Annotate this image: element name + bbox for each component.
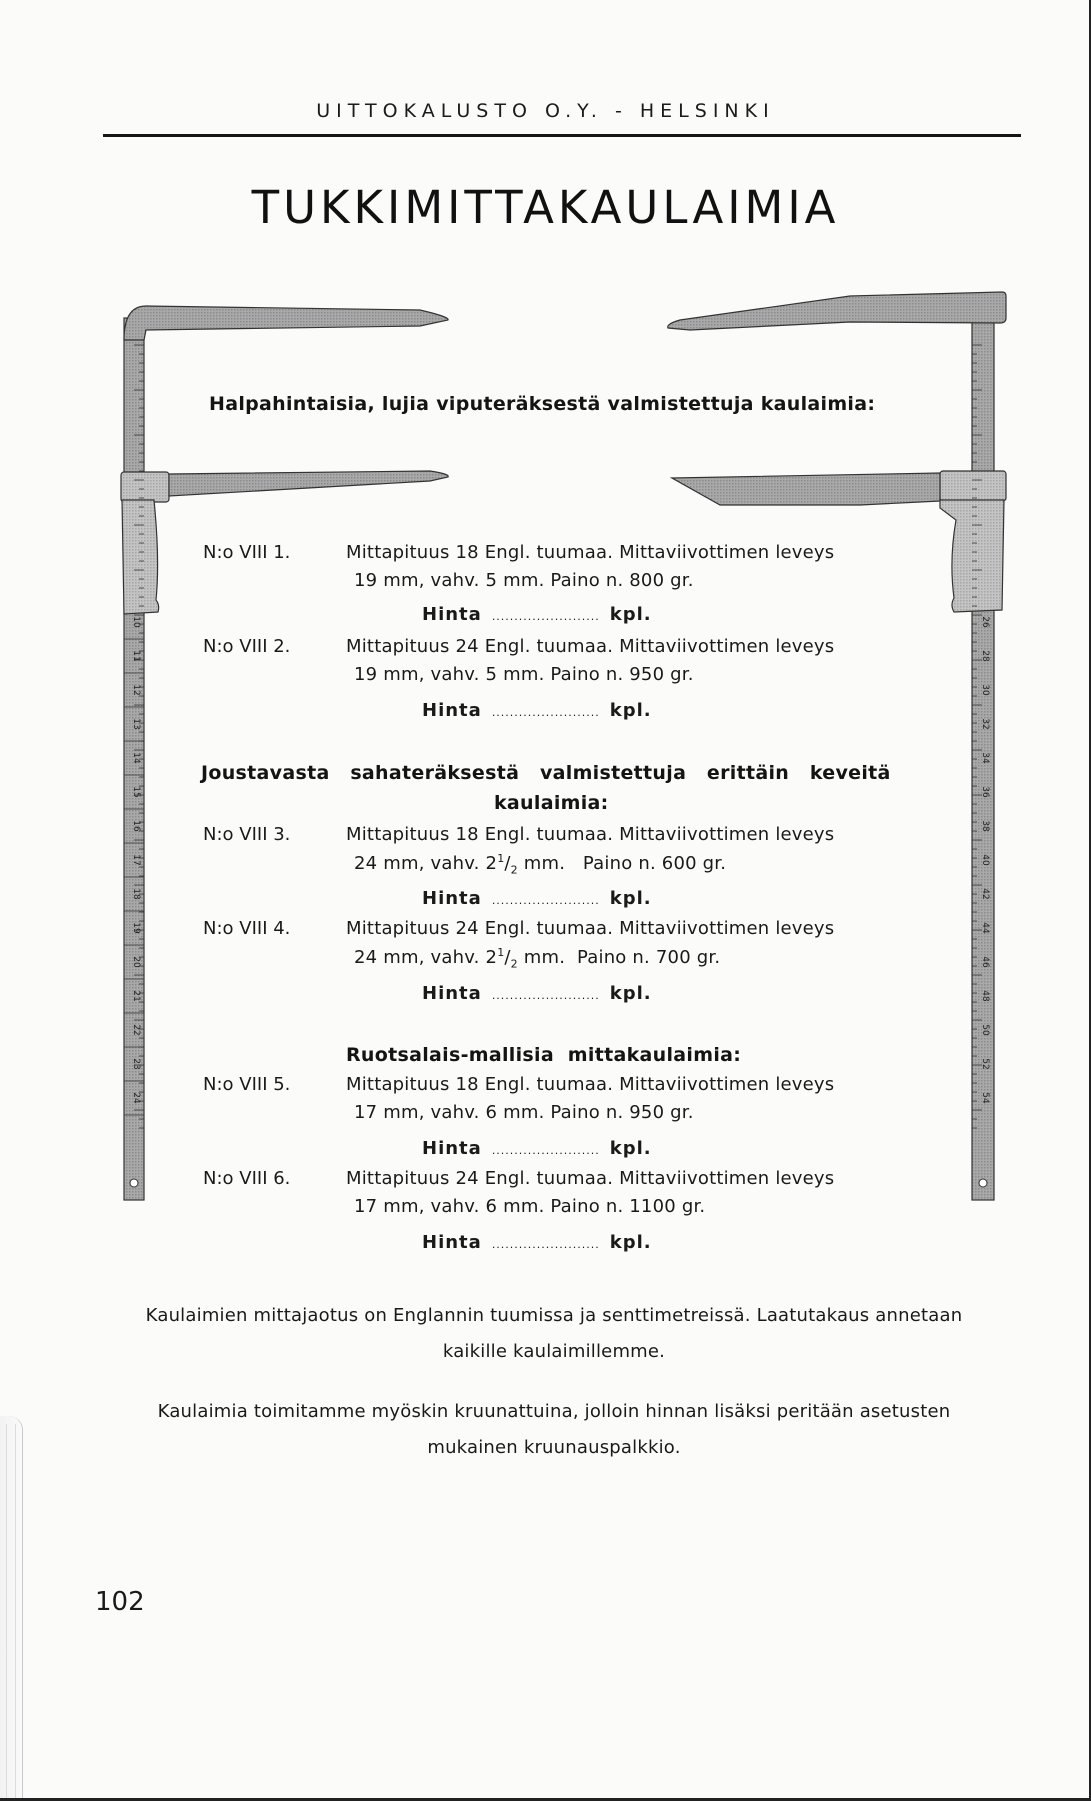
- price-unit: kpl.: [609, 1232, 652, 1253]
- scale-number: 23: [131, 1058, 141, 1070]
- fraction-denominator: 2: [510, 957, 518, 971]
- spec-text: mm. Paino n. 700 gr.: [517, 947, 721, 968]
- scale-number: 10: [131, 616, 141, 628]
- scale-number: 54: [980, 1092, 990, 1104]
- price-blank: ........................: [491, 706, 600, 719]
- scale-number: 34: [980, 752, 990, 764]
- scale-number: 42: [980, 888, 990, 900]
- section-heading-swedish-model: Ruotsalais-mallisia mittakaulaimia:: [346, 1044, 742, 1066]
- product-spec-line1: Mittapituus 24 Engl. tuumaa. Mittaviivottimen leveys: [346, 636, 835, 657]
- scale-number: 30: [980, 684, 990, 696]
- spec-text: 24 mm, vahv. 2: [354, 947, 498, 968]
- product-number: N:o VIII 4.: [203, 918, 291, 939]
- scale-number: 21: [131, 990, 141, 1002]
- product-spec-line2: 17 mm, vahv. 6 mm. Paino n. 950 gr.: [354, 1102, 694, 1123]
- scale-number: 11: [131, 650, 141, 662]
- page-title: TUKKIMITTAKAULAIMIA: [251, 181, 840, 234]
- price-blank: ........................: [491, 610, 600, 623]
- product-number: N:o VIII 1.: [203, 542, 291, 563]
- scale-number: 46: [980, 956, 990, 968]
- product-spec-line2: 19 mm, vahv. 5 mm. Paino n. 950 gr.: [354, 664, 694, 685]
- price-blank: ........................: [491, 894, 600, 907]
- product-spec-line1: Mittapituus 24 Engl. tuumaa. Mittaviivottimen leveys: [346, 1168, 835, 1189]
- scale-number: 17: [131, 854, 141, 866]
- section-heading-saw-steel-line2: kaulaimia:: [494, 792, 609, 814]
- note-line: kaikille kaulaimillemme.: [442, 1341, 666, 1362]
- price-line: [422, 888, 652, 909]
- product-number: N:o VIII 6.: [203, 1168, 291, 1189]
- price-line: [422, 604, 652, 625]
- price-line: [422, 700, 652, 721]
- price-blank: ........................: [491, 989, 600, 1002]
- note-measurement-units: [88, 1298, 1020, 1370]
- price-line: [422, 1232, 652, 1253]
- scale-number: 36: [980, 786, 990, 798]
- scale-number: 19: [131, 922, 141, 934]
- price-label: Hinta: [422, 1138, 482, 1159]
- scale-number: 38: [980, 820, 990, 832]
- product-spec-line1: Mittapituus 24 Engl. tuumaa. Mittaviivottimen leveys: [346, 918, 835, 939]
- price-label: Hinta: [422, 1232, 482, 1253]
- scale-number: 40: [980, 854, 990, 866]
- price-label: Hinta: [422, 888, 482, 909]
- product-spec-line1: Mittapituus 18 Engl. tuumaa. Mittaviivottimen leveys: [346, 824, 835, 845]
- spec-text: 24 mm, vahv. 2: [354, 853, 498, 874]
- scale-number: 15: [131, 786, 141, 798]
- fraction-denominator: 2: [510, 863, 518, 877]
- fraction-numerator: 1: [497, 946, 505, 959]
- note-crowning-fee: [88, 1394, 1020, 1466]
- section-heading-lever-steel: Halpahintaisia, lujia viputeräksestä valmistettuja kaulaimia:: [209, 393, 876, 415]
- product-spec-line2: 17 mm, vahv. 6 mm. Paino n. 1100 gr.: [354, 1196, 706, 1217]
- price-blank: ........................: [491, 1238, 600, 1251]
- product-spec-line2: 19 mm, vahv. 5 mm. Paino n. 800 gr.: [354, 570, 694, 591]
- scale-number: 44: [980, 922, 990, 934]
- scale-number: 32: [980, 718, 990, 730]
- product-number: N:o VIII 3.: [203, 824, 291, 845]
- scale-number: 24: [131, 1092, 141, 1104]
- product-spec-line2: 24 mm, vahv. $2^1/_2$ mm. Paino n. 600 gr.: [354, 852, 727, 877]
- scale-number: 50: [980, 1024, 990, 1036]
- price-unit: kpl.: [609, 1138, 652, 1159]
- section-heading-saw-steel: Joustavasta sahateräksestä valmistettuja erittäin keveitä: [201, 762, 891, 784]
- price-label: Hinta: [422, 983, 482, 1004]
- product-spec-line1: Mittapituus 18 Engl. tuumaa. Mittaviivottimen leveys: [346, 1074, 835, 1095]
- product-number: N:o VIII 5.: [203, 1074, 291, 1095]
- scale-number: 26: [980, 616, 990, 628]
- price-label: Hinta: [422, 700, 482, 721]
- scale-number: 12: [131, 684, 141, 696]
- scale-number: 14: [131, 752, 141, 764]
- scale-number: 28: [980, 650, 990, 662]
- price-line: [422, 1138, 652, 1159]
- scale-number: 18: [131, 888, 141, 900]
- fraction-numerator: 1: [497, 852, 505, 865]
- price-label: Hinta: [422, 604, 482, 625]
- price-unit: kpl.: [609, 604, 652, 625]
- product-number: N:o VIII 2.: [203, 636, 291, 657]
- note-line: mukainen kruunauspalkkio.: [427, 1437, 681, 1458]
- product-spec-line1: Mittapituus 18 Engl. tuumaa. Mittaviivottimen leveys: [346, 542, 835, 563]
- price-blank: ........................: [491, 1144, 600, 1157]
- spec-text: mm. Paino n. 600 gr.: [517, 853, 727, 874]
- scale-number: 48: [980, 990, 990, 1002]
- note-line: Kaulaimien mittajaotus on Englannin tuumissa ja senttimetreissä. Laatutakaus annetaan: [145, 1305, 963, 1326]
- scale-number: 16: [131, 820, 141, 832]
- page-number: 102: [95, 1587, 145, 1617]
- price-unit: kpl.: [609, 983, 652, 1004]
- price-line: [422, 983, 652, 1004]
- price-unit: kpl.: [609, 888, 652, 909]
- company-header: UITTOKALUSTO O.Y. - HELSINKI: [316, 100, 775, 122]
- note-line: Kaulaimia toimitamme myöskin kruunattuina, jolloin hinnan lisäksi peritään asetusten: [157, 1401, 951, 1422]
- price-unit: kpl.: [609, 700, 652, 721]
- scale-number: 20: [131, 956, 141, 968]
- product-spec-line2: 24 mm, vahv. $2^1/_2$ mm. Paino n. 700 gr.: [354, 946, 721, 971]
- scale-number: 13: [131, 718, 141, 730]
- scale-number: 52: [980, 1058, 990, 1070]
- scale-number: 22: [131, 1024, 141, 1036]
